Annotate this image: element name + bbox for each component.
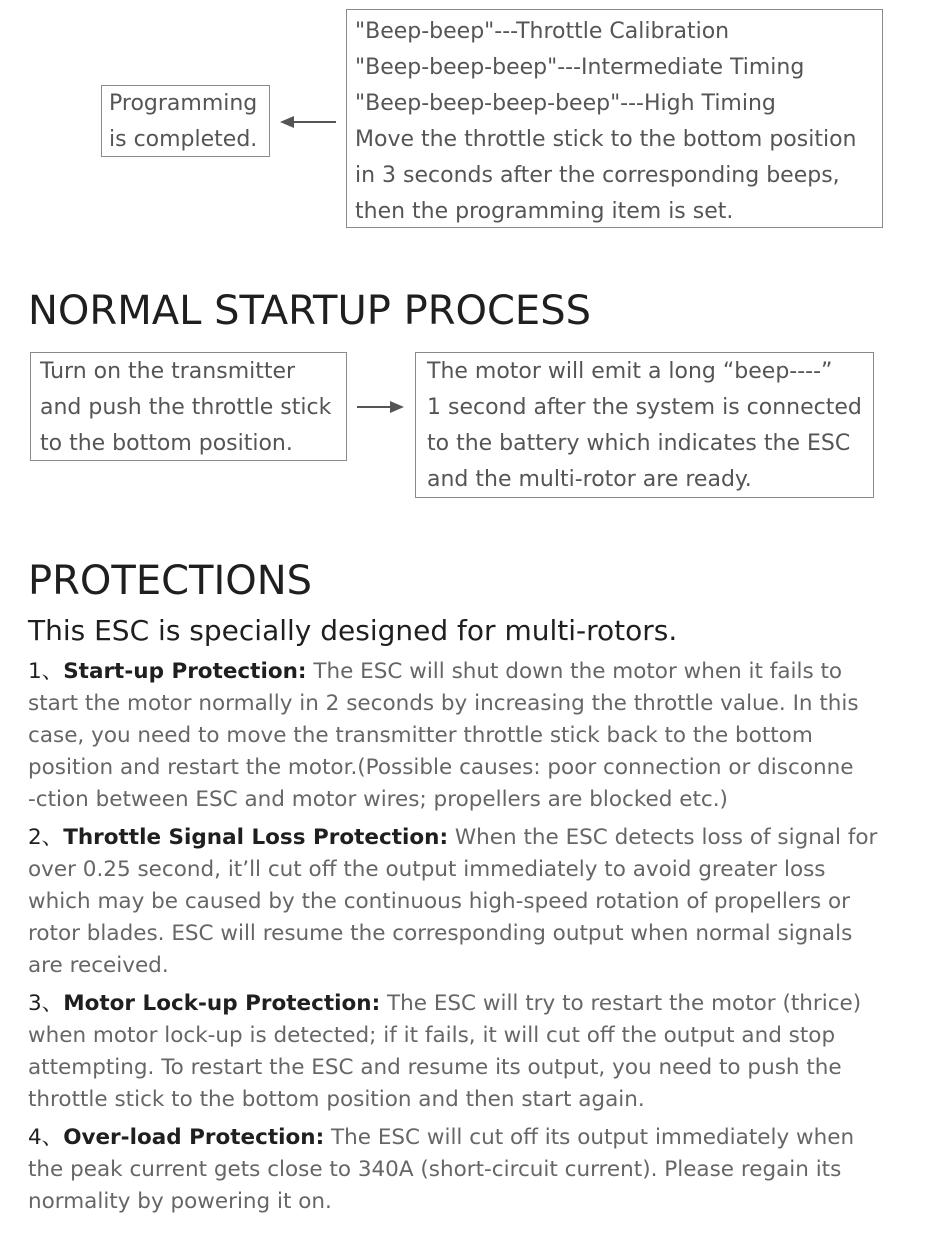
box-line: is completed.	[109, 127, 258, 152]
protections-subheading: This ESC is specially designed for multi-rotors.	[28, 614, 678, 647]
item-text: over 0.25 second, it’ll cut off the output immediately to avoid greater loss	[28, 857, 826, 882]
box-line: to the bottom position.	[40, 431, 293, 456]
box-line: and the multi-rotor are ready.	[427, 467, 752, 492]
item-text: normality by powering it on.	[28, 1189, 332, 1214]
item-text: throttle stick to the bottom position and then start again.	[28, 1087, 645, 1112]
item-text: which may be caused by the continuous high-speed rotation of propellers or	[28, 889, 850, 914]
item-title: Motor Lock-up Protection:	[63, 991, 381, 1016]
box-line: then the programming item is set.	[355, 199, 734, 224]
right-arrow-icon	[357, 397, 405, 417]
programming-completed-box	[101, 85, 270, 157]
item-text: rotor blades. ESC will resume the corresponding output when normal signals	[28, 921, 853, 946]
item-text: the peak current gets close to 340A (short-circuit current). Please regain its	[28, 1157, 842, 1182]
box-line: "Beep-beep"---Throttle Calibration	[355, 19, 730, 44]
box-line: and push the throttle stick	[40, 395, 332, 420]
item-text: The ESC will try to restart the motor (thrice)	[380, 991, 862, 1016]
box-line: "Beep-beep-beep"---Intermediate Timing	[355, 55, 805, 80]
startup-step1-box	[30, 352, 347, 461]
item-title: Start-up Protection:	[63, 659, 307, 684]
box-line: Turn on the transmitter	[40, 359, 296, 384]
item-title: Over-load Protection:	[63, 1125, 325, 1150]
item-text: when motor lock-up is detected; if it fails, it will cut off the output and stop	[28, 1023, 836, 1048]
item-text: start the motor normally in 2 seconds by increasing the throttle value. In this	[28, 691, 859, 716]
item-number: 4、	[28, 1125, 64, 1150]
box-line: Move the throttle stick to the bottom position	[355, 127, 857, 152]
protections-heading: PROTECTIONS	[28, 558, 313, 604]
startup-heading: NORMAL STARTUP PROCESS	[28, 288, 591, 334]
programming-beeps-box	[346, 9, 883, 228]
box-line: Programming	[109, 91, 258, 116]
protection-item-startup	[28, 656, 908, 816]
box-line: The motor will emit a long “beep----”	[427, 359, 833, 384]
item-number: 2、	[28, 825, 64, 850]
protection-item-overload	[28, 1122, 908, 1218]
item-text: When the ESC detects loss of signal for	[448, 825, 878, 850]
item-text: are received.	[28, 953, 169, 978]
item-number: 1、	[28, 659, 64, 684]
item-text: position and restart the motor.(Possible causes: poor connection or disconne	[28, 755, 854, 780]
box-line: to the battery which indicates the ESC	[427, 431, 851, 456]
item-text: The ESC will shut down the motor when it fails to	[306, 659, 843, 684]
item-number: 3、	[28, 991, 64, 1016]
item-text: The ESC will cut off its output immediately when	[324, 1125, 855, 1150]
box-line: "Beep-beep-beep-beep"---High Timing	[355, 91, 776, 116]
item-title: Throttle Signal Loss Protection:	[63, 825, 449, 850]
startup-step2-box	[415, 352, 874, 498]
item-text: attempting. To restart the ESC and resume its output, you need to push the	[28, 1055, 842, 1080]
box-line: in 3 seconds after the corresponding beeps,	[355, 163, 840, 188]
left-arrow-icon	[280, 112, 338, 132]
protection-item-lockup	[28, 988, 908, 1116]
box-line: 1 second after the system is connected	[427, 395, 862, 420]
item-text: -ction between ESC and motor wires; propellers are blocked etc.)	[28, 787, 728, 812]
item-text: case, you need to move the transmitter throttle stick back to the bottom	[28, 723, 813, 748]
protection-item-signal-loss	[28, 822, 908, 982]
